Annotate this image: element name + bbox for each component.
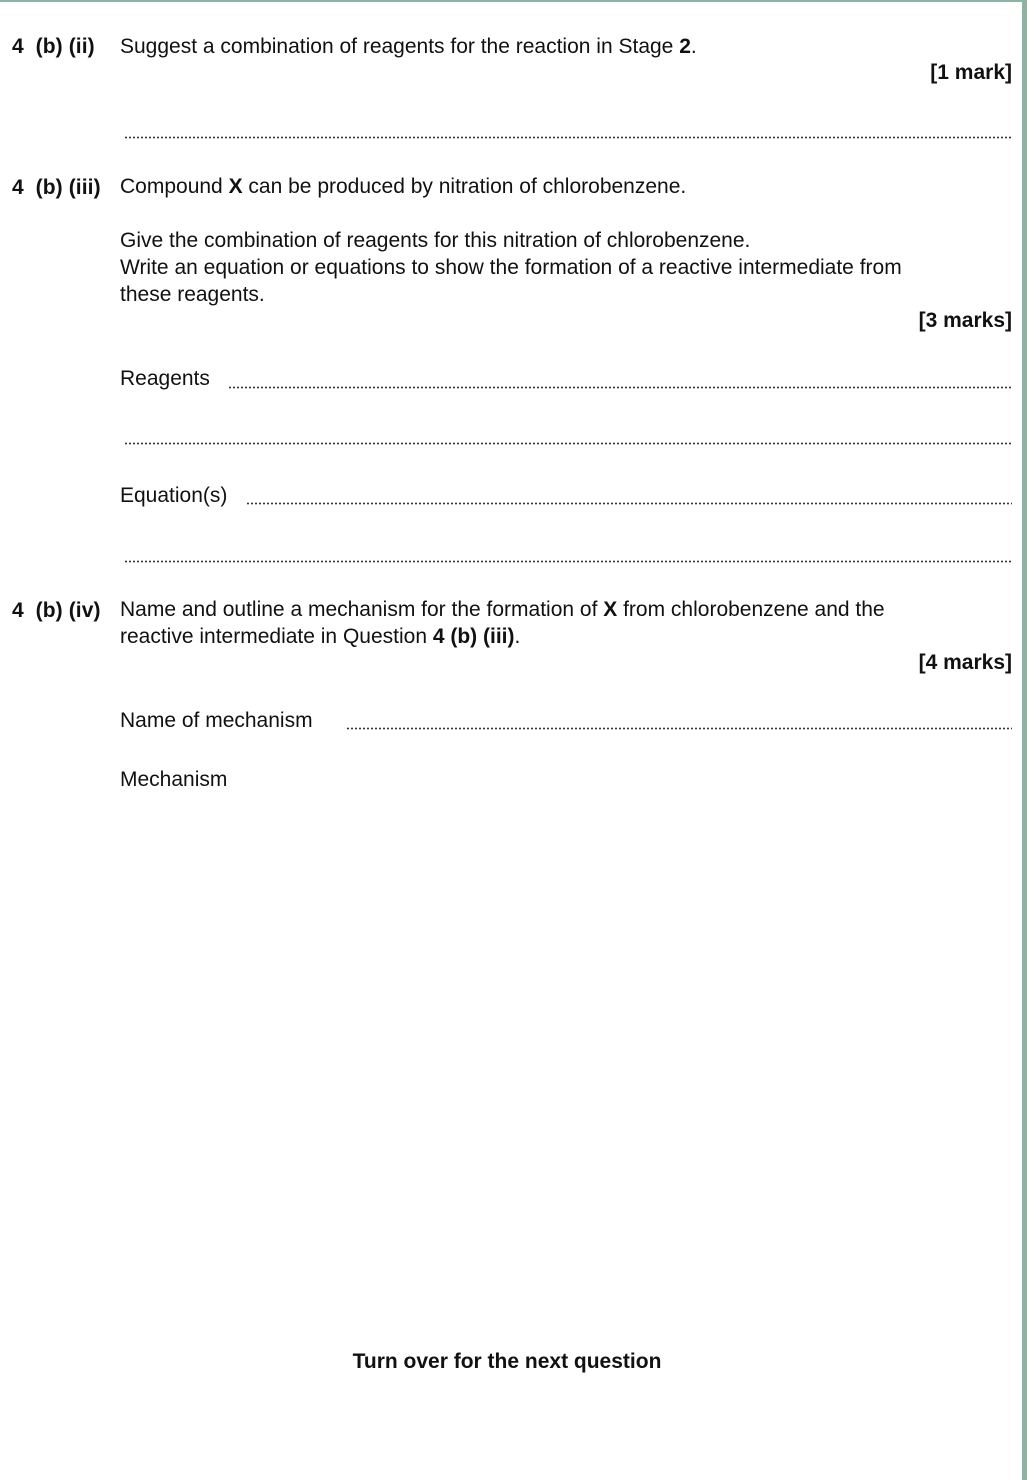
mechanism-name-label: Name of mechanism xyxy=(120,709,313,732)
question-number-4b-iii: 4 (b) (iii) xyxy=(12,176,101,199)
reagents-answer-line-2[interactable] xyxy=(124,442,1012,445)
mechanism-name-answer-line[interactable] xyxy=(346,727,1012,730)
question-number-4b-ii: 4 (b) (ii) xyxy=(12,35,95,58)
equations-answer-line-2[interactable] xyxy=(124,560,1012,563)
question-4b-iv-line2: reactive intermediate in Question 4 (b) (iii). xyxy=(120,625,521,648)
mechanism-label: Mechanism xyxy=(120,768,228,791)
marks-4b-iii: [3 marks] xyxy=(918,309,1012,332)
marks-4b-ii: [1 mark] xyxy=(930,61,1012,84)
question-4b-ii-text: Suggest a combination of reagents for the reaction in Stage 2. xyxy=(120,35,697,58)
mechanism-answer-space[interactable] xyxy=(120,800,1010,1320)
answer-line-4b-ii[interactable] xyxy=(124,136,1012,139)
reagents-answer-line-1[interactable] xyxy=(228,386,1012,389)
question-4b-iii-line3: Write an equation or equations to show the formation of a reactive intermediate from xyxy=(120,256,902,279)
marks-4b-iv: [4 marks] xyxy=(918,651,1012,674)
equations-answer-line-1[interactable] xyxy=(246,502,1012,505)
question-4b-iii-line2: Give the combination of reagents for this nitration of chlorobenzene. xyxy=(120,229,751,252)
question-4b-iv-line1: Name and outline a mechanism for the formation of X from chlorobenzene and the xyxy=(120,598,885,621)
question-4b-iii-line4: these reagents. xyxy=(120,283,265,306)
question-number-4b-iv: 4 (b) (iv) xyxy=(12,599,101,622)
reagents-label: Reagents xyxy=(120,367,210,390)
turn-over-footer: Turn over for the next question xyxy=(352,1350,662,1373)
equations-label: Equation(s) xyxy=(120,484,228,507)
question-4b-iii-line1: Compound X can be produced by nitration of chlorobenzene. xyxy=(120,175,687,198)
